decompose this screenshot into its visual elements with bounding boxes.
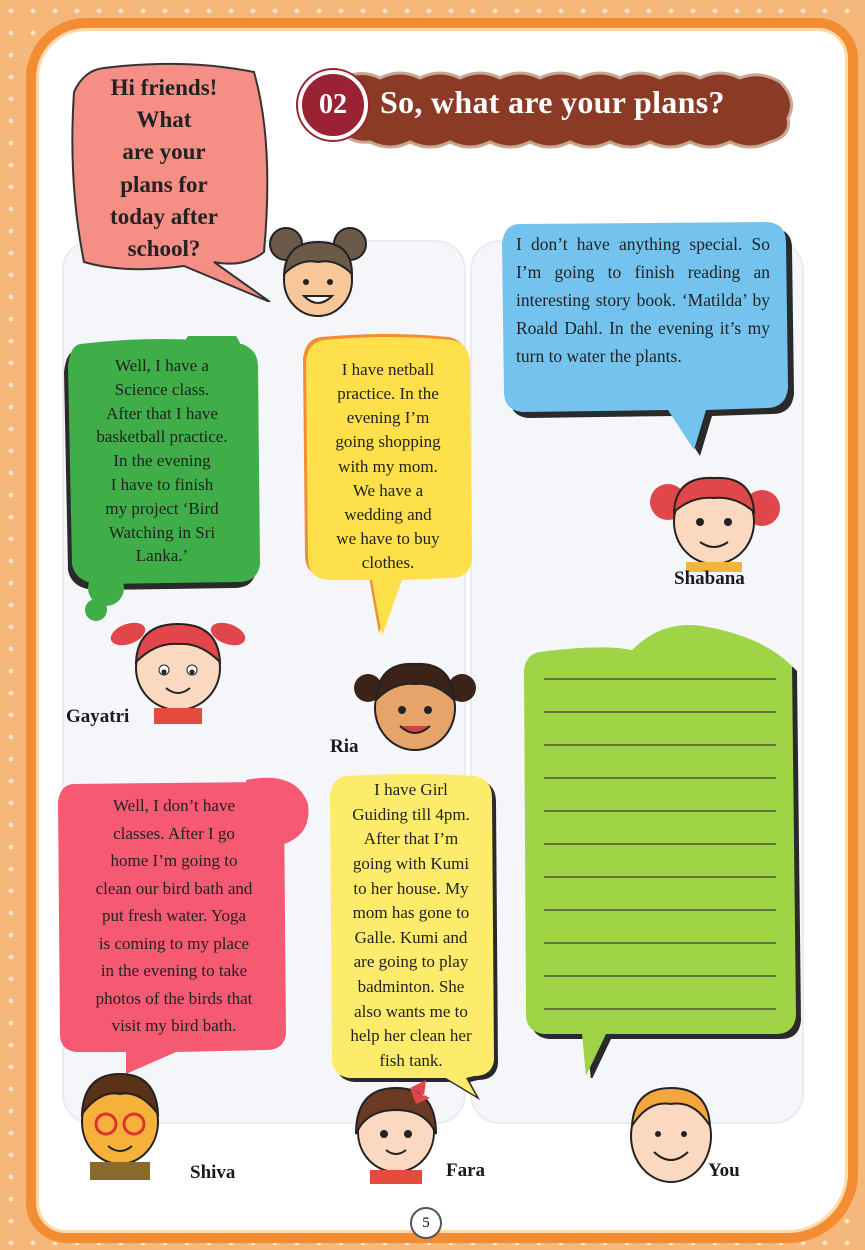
fara-speech-bubble bbox=[326, 770, 496, 1100]
intro-girl-face-icon bbox=[266, 222, 370, 322]
gayatri-speech-bubble bbox=[62, 336, 262, 626]
intro-speech-bubble bbox=[64, 62, 274, 272]
intro-text: Hi friends! What are your plans for today after school? bbox=[110, 75, 218, 261]
gayatri-text: Well, I have a Science class. After that I have basketball practice. In the evening I have to finish my project ‘Bird Watching in Sri Lanka.’ bbox=[96, 356, 228, 566]
ria-speech-bubble bbox=[302, 330, 474, 630]
shiva-face-icon bbox=[70, 1066, 170, 1180]
name-gayatri: Gayatri bbox=[66, 706, 130, 727]
name-you: You bbox=[708, 1160, 740, 1181]
page-number: 5 bbox=[410, 1207, 442, 1239]
name-shabana: Shabana bbox=[674, 568, 745, 589]
fara-face-icon bbox=[346, 1080, 446, 1184]
shiva-speech-bubble bbox=[56, 774, 308, 1074]
you-boy-face-icon bbox=[624, 1082, 718, 1186]
shabana-face-icon bbox=[646, 468, 784, 572]
page-title: So, what are your plans? bbox=[380, 84, 725, 120]
ria-face-icon bbox=[350, 654, 480, 758]
name-ria: Ria bbox=[330, 736, 359, 757]
fara-text: I have Girl Guiding till 4pm. After that I’m going with Kumi to her house. My mom has gone to Galle. Kumi and are going to play badminton. She also wants me to help her clean her fish tank. bbox=[350, 780, 472, 1071]
name-shiva: Shiva bbox=[190, 1162, 236, 1183]
ria-text: I have netball practice. In the evening I’m going shopping with my mom. We have a wedding and we have to buy clothes. bbox=[335, 360, 441, 572]
you-speech-bubble bbox=[522, 616, 802, 1078]
section-number-badge: 02 bbox=[298, 70, 368, 140]
shiva-text: Well, I don’t have classes. After I go home I’m going to clean our bird bath and put fresh water. Yoga is coming to my place in the evening to take photos of the birds that visit my bird bath. bbox=[95, 796, 253, 1036]
shabana-text: I don’t have anything special. So I’m going to finish reading an interesting story book. ‘Matilda’ by Roald Dahl. In the evening it’s my turn to water the plants. bbox=[516, 234, 770, 366]
shabana-speech-bubble bbox=[498, 218, 788, 448]
name-fara: Fara bbox=[446, 1160, 486, 1181]
